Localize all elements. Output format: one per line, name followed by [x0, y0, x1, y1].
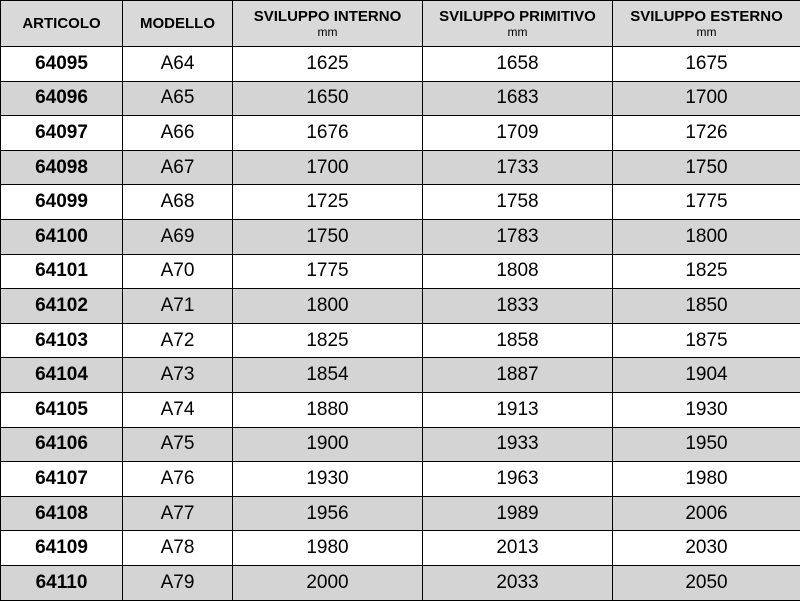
cell-interno: 1775 [233, 254, 423, 289]
table-row [1, 392, 800, 427]
cell-interno: 1930 [233, 462, 423, 497]
cell-interno: 1900 [233, 427, 423, 462]
cell-interno: 1980 [233, 531, 423, 566]
cell-interno: 1825 [233, 323, 423, 358]
cell-interno: 2000 [233, 565, 423, 600]
cell-articolo: 64100 [1, 219, 123, 254]
cell-articolo: 64097 [1, 116, 123, 151]
table-row [1, 462, 800, 497]
cell-interno: 1625 [233, 47, 423, 82]
cell-interno: 1854 [233, 358, 423, 393]
cell-primitivo: 2013 [423, 531, 613, 566]
table-row [1, 323, 800, 358]
cell-interno: 1750 [233, 219, 423, 254]
cell-interno: 1956 [233, 496, 423, 531]
cell-primitivo: 1989 [423, 496, 613, 531]
cell-modello: A74 [123, 392, 233, 427]
cell-modello: A69 [123, 219, 233, 254]
table-row [1, 427, 800, 462]
column-header-articolo-label: ARTICOLO [22, 15, 100, 32]
table-row [1, 565, 800, 600]
cell-primitivo: 1887 [423, 358, 613, 393]
cell-esterno: 1850 [613, 289, 800, 324]
cell-primitivo: 1933 [423, 427, 613, 462]
cell-articolo: 64104 [1, 358, 123, 393]
table-row [1, 47, 800, 82]
column-header-sviluppo-interno-unit: mm [233, 26, 422, 39]
cell-esterno: 1825 [613, 254, 800, 289]
cell-esterno: 2030 [613, 531, 800, 566]
cell-primitivo: 1683 [423, 81, 613, 116]
cell-interno: 1800 [233, 289, 423, 324]
cell-modello: A71 [123, 289, 233, 324]
cell-articolo: 64108 [1, 496, 123, 531]
column-header-sviluppo-primitivo-label: SVILUPPO PRIMITIVO [439, 8, 596, 25]
cell-modello: A76 [123, 462, 233, 497]
cell-primitivo: 1963 [423, 462, 613, 497]
cell-esterno: 1750 [613, 150, 800, 185]
cell-primitivo: 1808 [423, 254, 613, 289]
cell-modello: A68 [123, 185, 233, 220]
cell-interno: 1725 [233, 185, 423, 220]
cell-modello: A78 [123, 531, 233, 566]
column-header-articolo [1, 1, 123, 47]
column-header-sviluppo-interno-label: SVILUPPO INTERNO [254, 8, 402, 25]
cell-articolo: 64095 [1, 47, 123, 82]
cell-articolo: 64110 [1, 565, 123, 600]
cell-esterno: 1800 [613, 219, 800, 254]
cell-articolo: 64103 [1, 323, 123, 358]
cell-articolo: 64099 [1, 185, 123, 220]
column-header-sviluppo-interno [233, 1, 423, 47]
table-row [1, 150, 800, 185]
cell-articolo: 64101 [1, 254, 123, 289]
cell-primitivo: 1833 [423, 289, 613, 324]
cell-modello: A65 [123, 81, 233, 116]
table-row [1, 531, 800, 566]
table-header [1, 1, 800, 47]
cell-articolo: 64107 [1, 462, 123, 497]
table-row [1, 81, 800, 116]
cell-interno: 1650 [233, 81, 423, 116]
cell-esterno: 1930 [613, 392, 800, 427]
cell-primitivo: 1733 [423, 150, 613, 185]
column-header-sviluppo-esterno [613, 1, 800, 47]
cell-modello: A64 [123, 47, 233, 82]
cell-articolo: 64096 [1, 81, 123, 116]
cell-esterno: 1726 [613, 116, 800, 151]
cell-esterno: 1904 [613, 358, 800, 393]
column-header-sviluppo-primitivo [423, 1, 613, 47]
table-row [1, 358, 800, 393]
cell-articolo: 64105 [1, 392, 123, 427]
column-header-sviluppo-esterno-label: SVILUPPO ESTERNO [630, 8, 783, 25]
cell-esterno: 2050 [613, 565, 800, 600]
cell-modello: A72 [123, 323, 233, 358]
cell-primitivo: 1783 [423, 219, 613, 254]
cell-articolo: 64102 [1, 289, 123, 324]
table-body [1, 47, 800, 601]
cell-interno: 1880 [233, 392, 423, 427]
cell-primitivo: 1913 [423, 392, 613, 427]
cell-modello: A66 [123, 116, 233, 151]
cell-modello: A70 [123, 254, 233, 289]
cell-articolo: 64098 [1, 150, 123, 185]
table-row [1, 496, 800, 531]
table-row [1, 116, 800, 151]
cell-modello: A75 [123, 427, 233, 462]
cell-interno: 1676 [233, 116, 423, 151]
cell-esterno: 1700 [613, 81, 800, 116]
column-header-sviluppo-primitivo-unit: mm [423, 26, 612, 39]
cell-esterno: 1875 [613, 323, 800, 358]
cell-esterno: 1950 [613, 427, 800, 462]
cell-modello: A67 [123, 150, 233, 185]
cell-primitivo: 1709 [423, 116, 613, 151]
cell-esterno: 2006 [613, 496, 800, 531]
column-header-modello-label: MODELLO [140, 15, 215, 32]
cell-esterno: 1775 [613, 185, 800, 220]
column-header-modello [123, 1, 233, 47]
table-row [1, 254, 800, 289]
cell-esterno: 1675 [613, 47, 800, 82]
cell-primitivo: 1658 [423, 47, 613, 82]
cell-articolo: 64109 [1, 531, 123, 566]
cell-esterno: 1980 [613, 462, 800, 497]
table-header-row [1, 1, 800, 47]
cell-modello: A73 [123, 358, 233, 393]
cell-articolo: 64106 [1, 427, 123, 462]
cell-interno: 1700 [233, 150, 423, 185]
table-row [1, 289, 800, 324]
cell-modello: A77 [123, 496, 233, 531]
cell-primitivo: 2033 [423, 565, 613, 600]
cell-primitivo: 1758 [423, 185, 613, 220]
cell-primitivo: 1858 [423, 323, 613, 358]
table-row [1, 185, 800, 220]
cell-modello: A79 [123, 565, 233, 600]
column-header-sviluppo-esterno-unit: mm [613, 26, 800, 39]
table-row [1, 219, 800, 254]
